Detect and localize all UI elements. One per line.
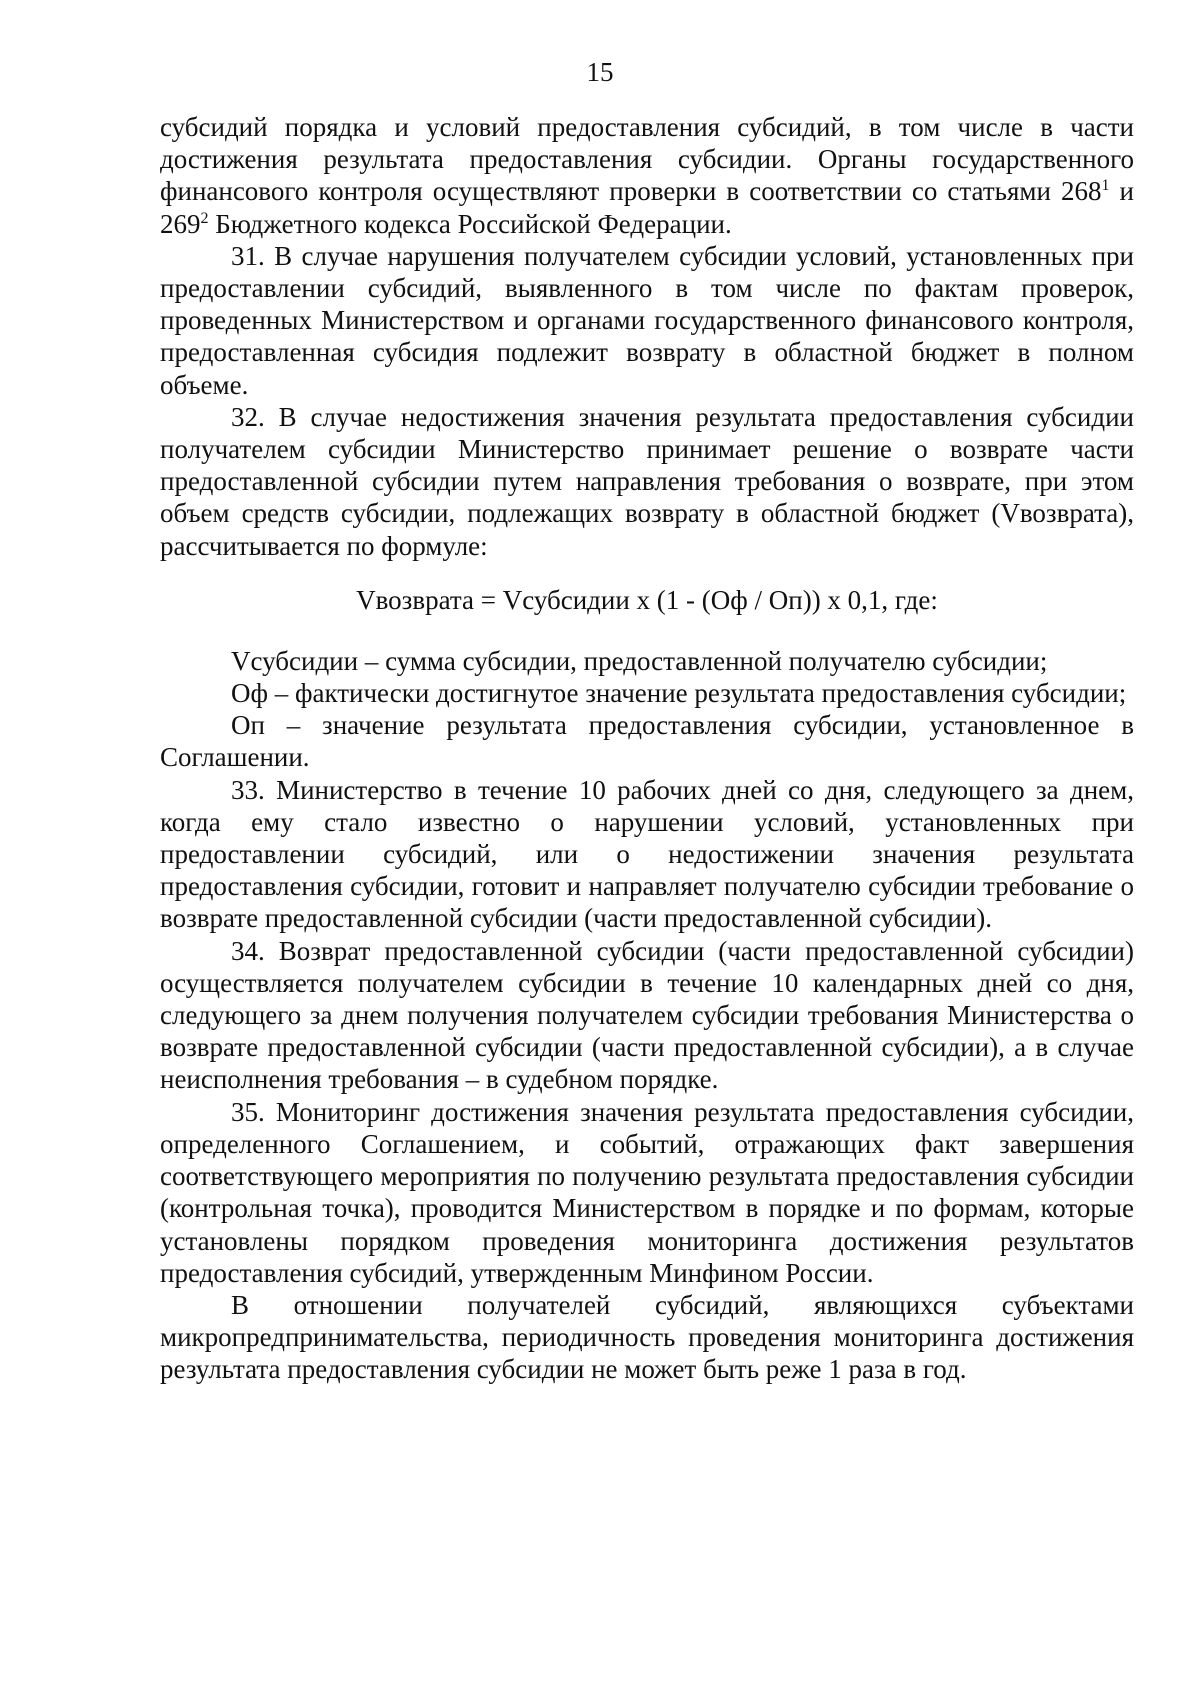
superscript: 2 bbox=[200, 209, 209, 227]
page-number: 15 bbox=[586, 57, 614, 87]
paragraph-35-monitoring: В отношении получателей субсидий, являющихся субъектами микропредпринимательства, периодичность проведения мониторинга достижения результата предоставления субсидии не может быть реже 1 раза в год. bbox=[160, 1289, 1134, 1385]
paragraph-35: 35. Мониторинг достижения значения результата предоставления субсидии, определенного Соглашением, и событий, отражающих факт завершения соответствующего мероприятия по получению результата предоставления субсидии (контрольная точка), проводится Министерством в порядке и по формам, которые установлены порядком проведения мониторинга достижения результатов предоставления субсидий, утвержденным Минфином России. bbox=[160, 1096, 1134, 1288]
paragraph-32: 32. В случае недостижения значения результата предоставления субсидии получателем субсидии Министерство принимает решение о возврате части предоставленной субсидии путем направления требования о возврате, при этом объем средств субсидии, подлежащих возврату в областной бюджет (Vвозврата), рассчитывается по формуле: bbox=[160, 401, 1134, 561]
definition-of: Оф – фактически достигнутое значение результата предоставления субсидии; bbox=[231, 678, 1127, 709]
paragraph-text: и 269 bbox=[160, 176, 1135, 239]
definition-op: Оп – значение результата предоставления субсидии, установленное в Соглашении. bbox=[160, 710, 1134, 773]
paragraph-31: 31. В случае нарушения получателем субсидии условий, установленных при предоставлении субсидий, выявленного в том числе по фактам проверок, проведенных Министерством и органами государственного финансового контроля, предоставленная субсидия подлежит возврату в областной бюджет в полном объеме. bbox=[160, 240, 1134, 400]
paragraph-33: 33. Министерство в течение 10 рабочих дней со дня, следующего за днем, когда ему стало известно о нарушении условий, установленных при предоставлении субсидий, или о недостижении значения результата предоставления субсидии, готовит и направляет получателю субсидии требование о возврате предоставленной субсидии (части предоставленной субсидии). bbox=[160, 774, 1134, 934]
paragraph-continuation bbox=[160, 111, 1134, 240]
superscript: 1 bbox=[1101, 177, 1110, 195]
paragraph-text: субсидий порядка и условий предоставления субсидий, в том числе в части достижения результата предоставления субсидии. Органы государственного финансового контроля осуществляют проверки в соответствии со статьями 268 bbox=[160, 112, 1134, 207]
paragraph-text: Бюджетного кодекса Российской Федерации. bbox=[208, 208, 732, 239]
definition-v-subsidy: Vсубсидии – сумма субсидии, предоставленной получателю субсидии; bbox=[231, 645, 1048, 676]
formula: Vвозврата = Vсубсидии x (1 - (Оф / Оп)) x 0,1, где: bbox=[356, 584, 938, 615]
paragraph-34: 34. Возврат предоставленной субсидии (части предоставленной субсидии) осуществляется получателем субсидии в течение 10 календарных дней со дня, следующего за днем получения получателем субсидии требования Министерства о возврате предоставленной субсидии (части предоставленной субсидии), а в случае неисполнения требования – в судебном порядке. bbox=[160, 935, 1134, 1095]
document-body bbox=[160, 111, 1134, 1386]
